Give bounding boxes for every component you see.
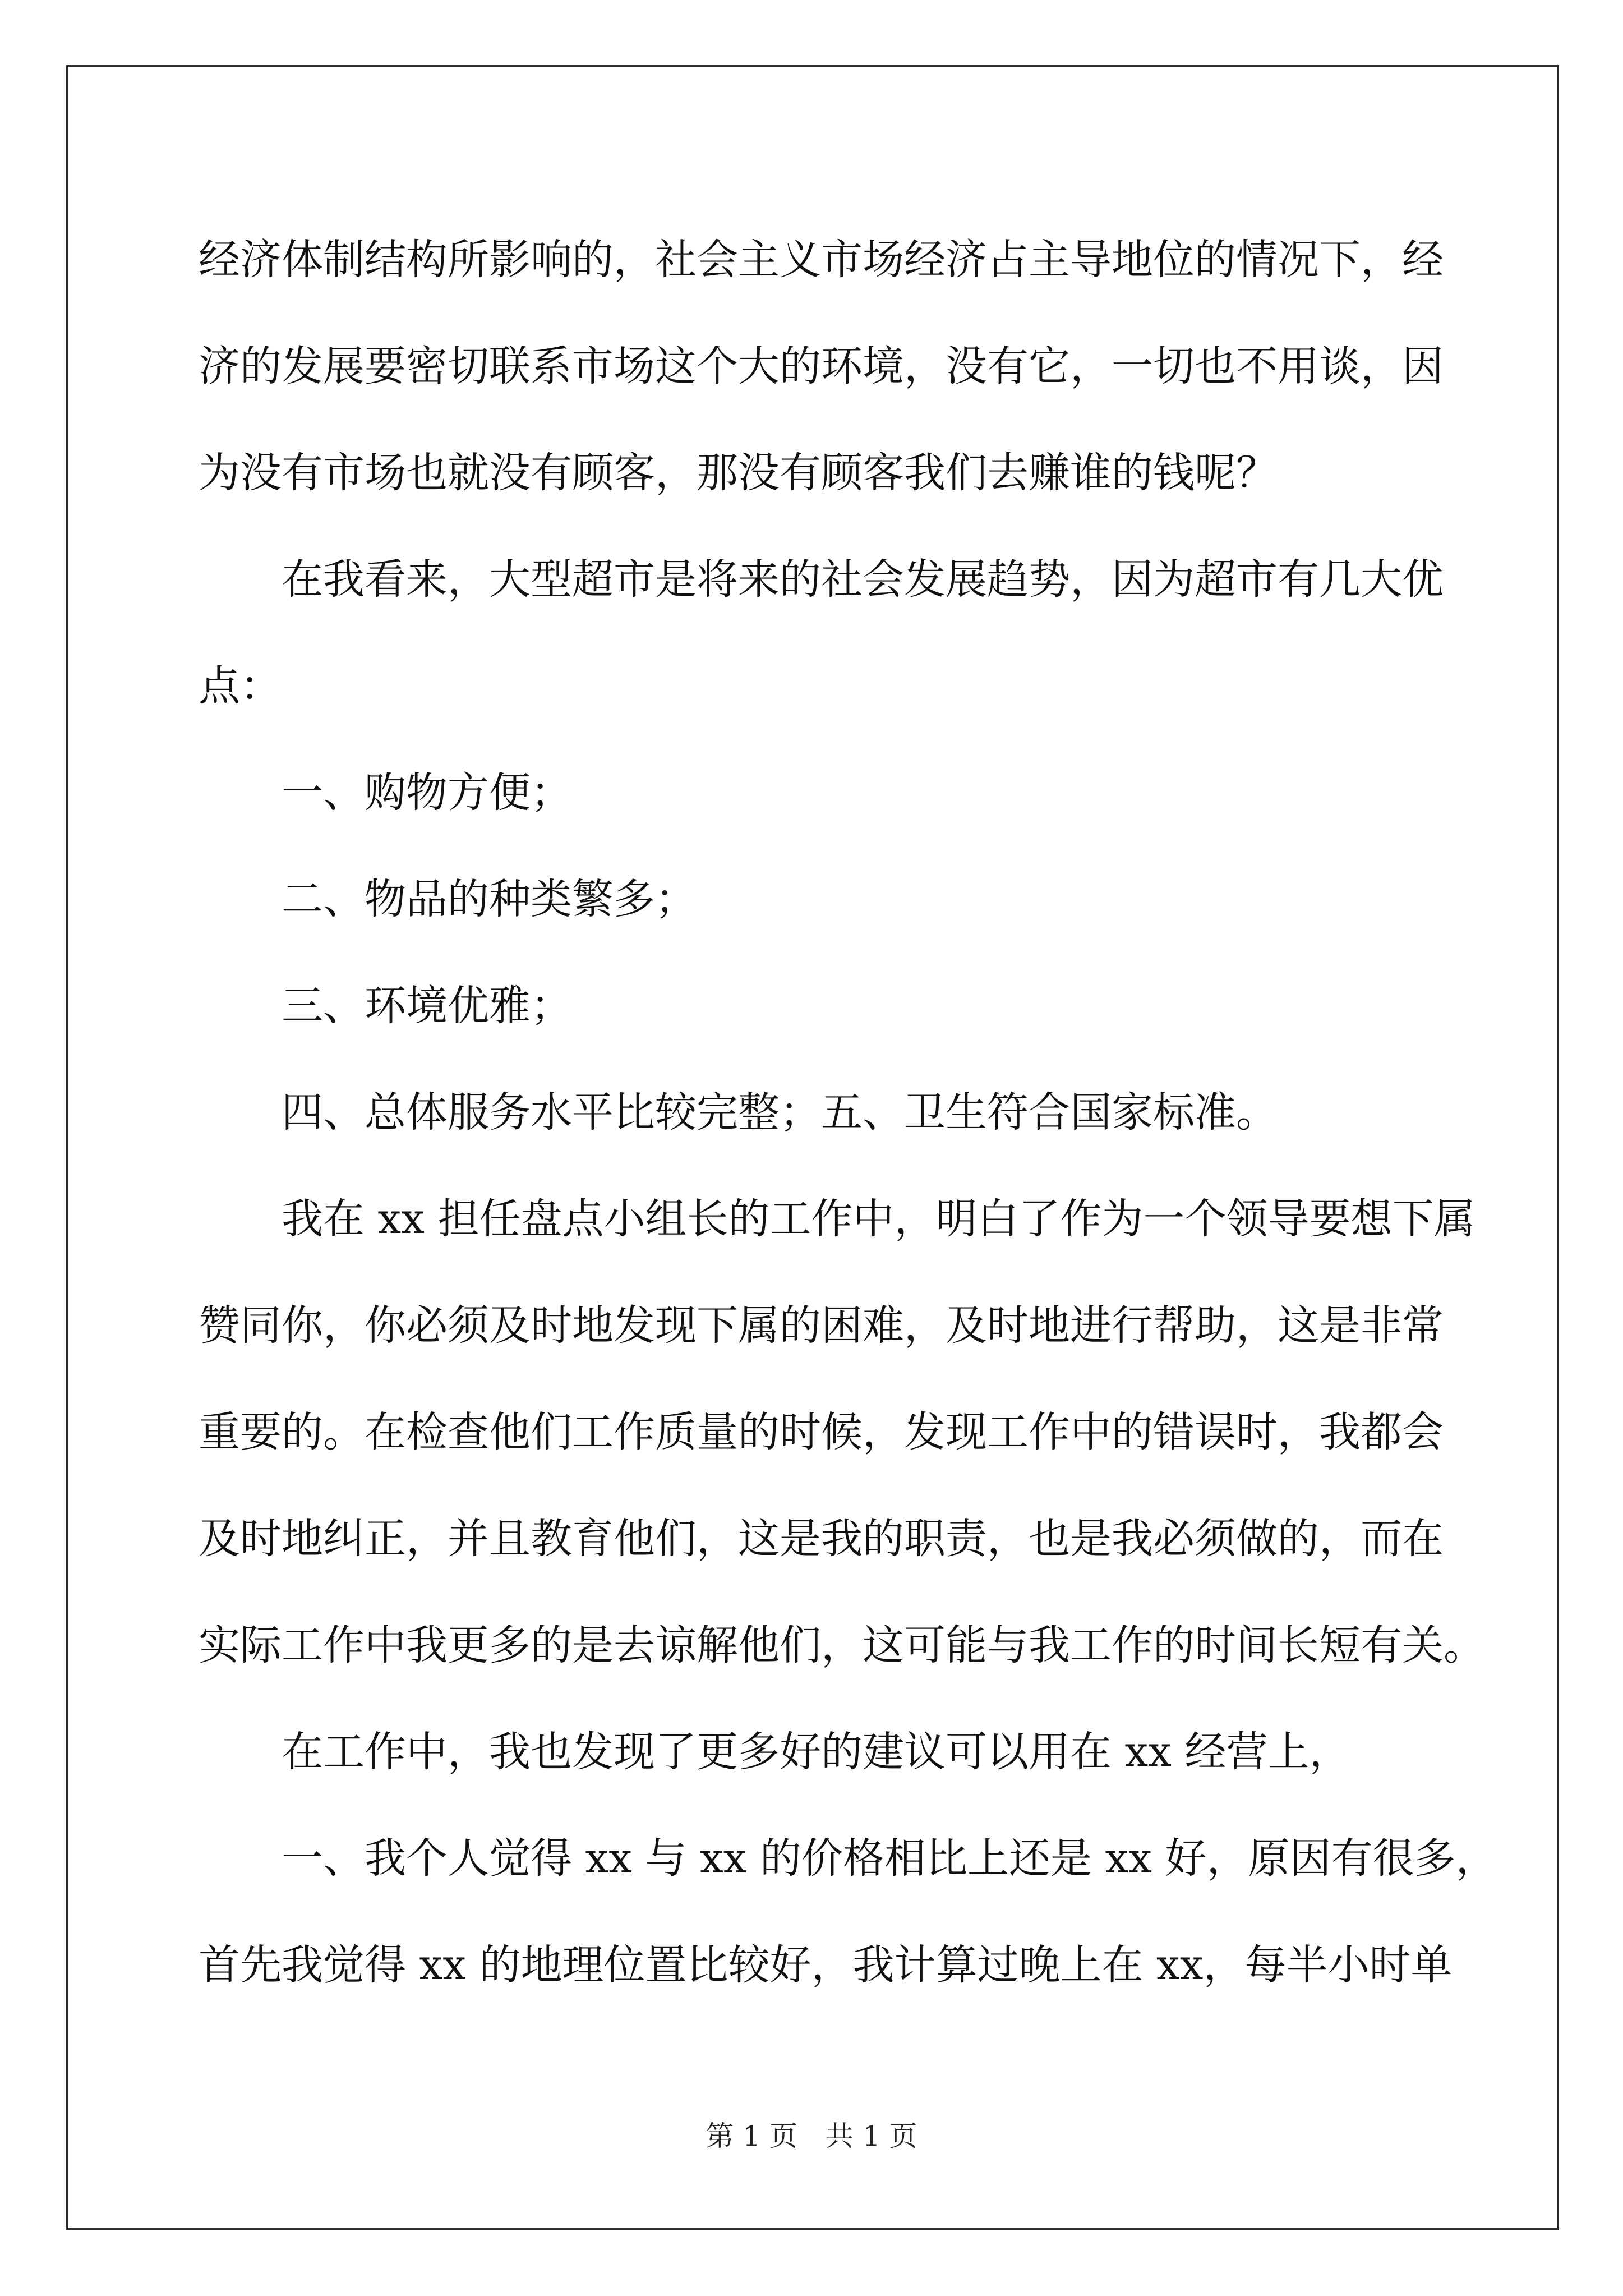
text-line: 一、购物方便； bbox=[282, 769, 572, 817]
text-line: 重要的。在检查他们工作质量的时候，发现工作中的错误时，我都会 bbox=[199, 1408, 1444, 1456]
text-line: 赞同你，你必须及时地发现下属的困难，及时地进行帮助，这是非常 bbox=[199, 1301, 1444, 1350]
text-line: 在我看来，大型超市是将来的社会发展趋势，因为超市有几大优 bbox=[282, 555, 1444, 604]
text-line: 首先我觉得 xx 的地理位置比较好，我计算过晚上在 xx，每半小时单 bbox=[199, 1941, 1453, 1989]
text-line: 二、物品的种类繁多； bbox=[282, 875, 697, 923]
document-body bbox=[199, 206, 1497, 2018]
text-line: 我在 xx 担任盘点小组长的工作中，明白了作为一个领导要想下属 bbox=[282, 1195, 1476, 1243]
text-line: 四、总体服务水平比较完整；五、卫生符合国家标准。 bbox=[282, 1088, 1278, 1137]
text-line: 一、我个人觉得 xx 与 xx 的价格相比上还是 xx 好，原因有很多， bbox=[282, 1834, 1497, 1883]
page-footer: 第 1 页 共 1 页 bbox=[706, 2120, 917, 2152]
text-line: 在工作中，我也发现了更多好的建议可以用在 xx 经营上， bbox=[282, 1728, 1351, 1776]
text-line: 为没有市场也就没有顾客，那没有顾客我们去赚谁的钱呢？ bbox=[199, 449, 1278, 497]
text-line: 及时地纠正，并且教育他们，这是我的职责，也是我必须做的，而在 bbox=[199, 1515, 1444, 1563]
text-line: 济的发展要密切联系市场这个大的环境，没有它，一切也不用谈，因 bbox=[199, 342, 1444, 390]
text-line: 经济体制结构所影响的，社会主义市场经济占主导地位的情况下，经 bbox=[199, 236, 1444, 284]
text-line: 三、环境优雅； bbox=[282, 982, 572, 1030]
text-line: 实际工作中我更多的是去谅解他们，这可能与我工作的时间长短有关。 bbox=[199, 1621, 1485, 1669]
text-line: 点： bbox=[199, 662, 282, 710]
